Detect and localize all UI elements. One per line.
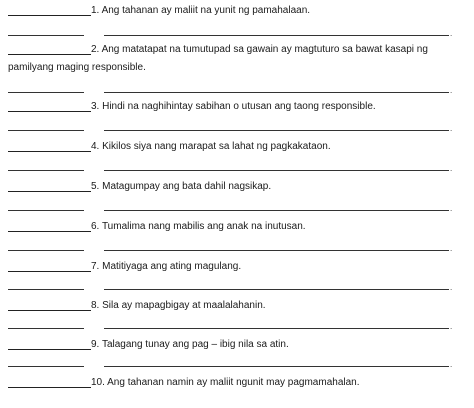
question-10 [8, 376, 474, 390]
answer-blank-8[interactable] [8, 299, 91, 311]
answer-blank-9[interactable] [8, 338, 91, 350]
answer-line-8[interactable]: . [8, 328, 458, 329]
question-10-text: 10. Ang tahanan namin ay maliit ngunit may pagmamahalan. [91, 377, 360, 388]
question-9 [8, 338, 474, 352]
answer-line-5[interactable]: . [8, 210, 458, 211]
question-4-text: 4. Kikilos siya nang marapat sa lahat ng pagkakataon. [91, 141, 331, 152]
answer-blank-4[interactable] [8, 140, 91, 152]
question-1-text: 1. Ang tahanan ay maliit na yunit ng pamahalaan. [91, 5, 311, 16]
answer-line-2[interactable]: . [8, 92, 458, 93]
question-6 [8, 220, 474, 234]
question-3-text: 3. Hindi na naghihintay sabihan o utusan ang taong responsible. [91, 101, 376, 112]
question-2 [8, 43, 474, 57]
question-7 [8, 260, 474, 274]
question-6-text: 6. Tumalima nang mabilis ang anak na inutusan. [91, 221, 306, 232]
question-5 [8, 180, 474, 194]
question-4 [8, 140, 474, 154]
answer-line-3[interactable]: . [8, 130, 458, 131]
answer-line-9[interactable]: . [8, 366, 458, 367]
answer-blank-1[interactable] [8, 4, 91, 16]
question-2-text: 2. Ang matatapat na tumutupad sa gawain ay magtuturo sa bawat kasapi ng [91, 44, 428, 55]
answer-blank-2[interactable] [8, 43, 91, 55]
answer-blank-7[interactable] [8, 260, 91, 272]
answer-line-4[interactable]: . [8, 170, 458, 171]
question-9-text: 9. Talagang tunay ang pag – ibig nila sa atin. [91, 339, 289, 350]
question-3 [8, 100, 474, 114]
answer-blank-10[interactable] [8, 376, 91, 388]
answer-line-1[interactable]: . [8, 35, 458, 36]
answer-blank-5[interactable] [8, 180, 91, 192]
question-1 [8, 4, 474, 18]
question-5-text: 5. Matagumpay ang bata dahil nagsikap. [91, 181, 272, 192]
answer-blank-6[interactable] [8, 220, 91, 232]
answer-blank-3[interactable] [8, 100, 91, 112]
answer-line-6[interactable]: . [8, 250, 458, 251]
question-8 [8, 299, 474, 313]
question-8-text: 8. Sila ay mapagbigay at maalalahanin. [91, 300, 266, 311]
question-7-text: 7. Matitiyaga ang ating magulang. [91, 261, 242, 272]
question-2-continuation: pamilyang maging responsible. [8, 62, 146, 73]
answer-line-7[interactable]: . [8, 289, 458, 290]
